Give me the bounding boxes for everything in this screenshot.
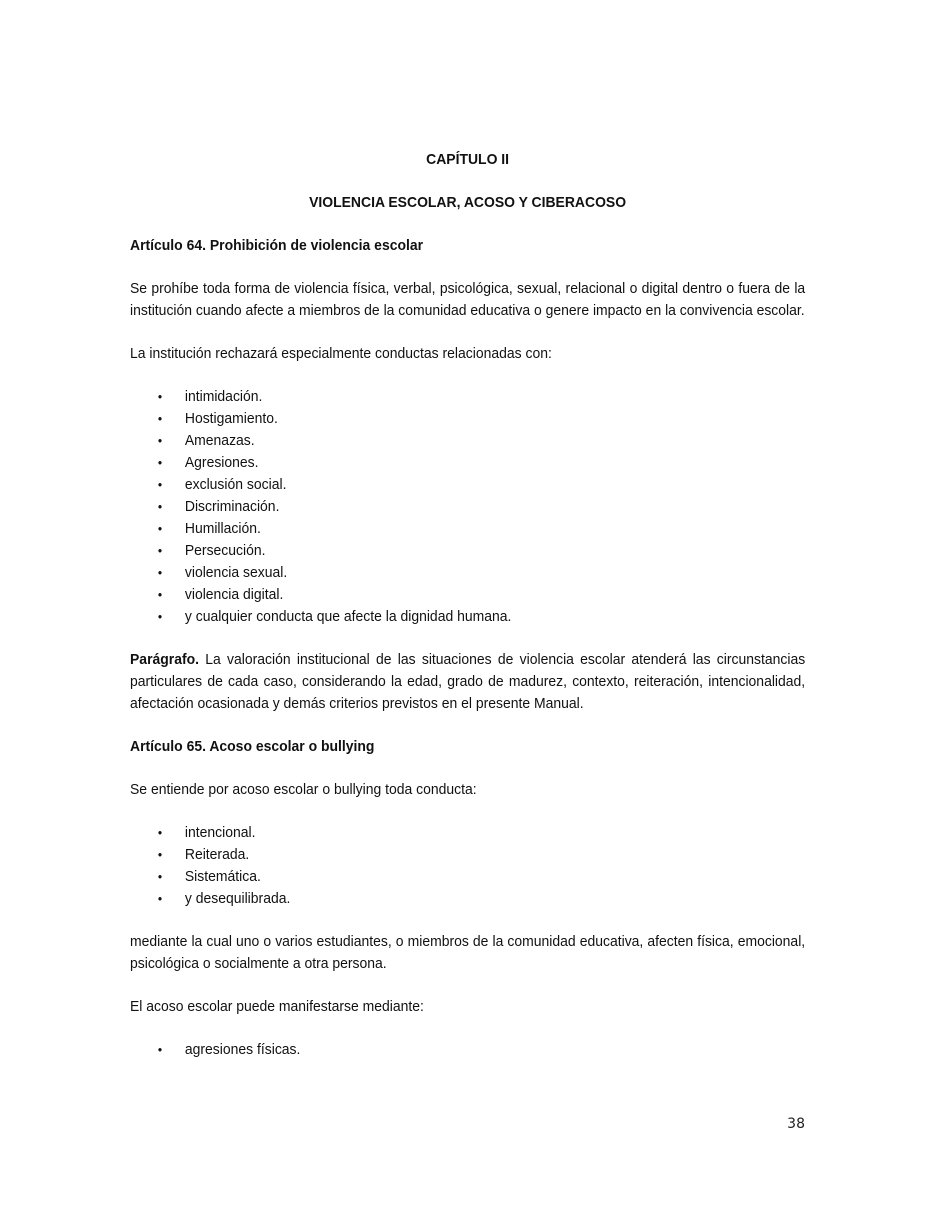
paragrafo-label: Parágrafo.	[130, 651, 200, 668]
bullet-icon: •	[157, 499, 163, 514]
list-item: • Sistemática.	[130, 866, 805, 888]
article-65-conduct-list	[130, 822, 805, 910]
article-65-paragraph-1: Se entiende por acoso escolar o bullying toda conducta:	[130, 781, 477, 798]
list-item: • violencia digital.	[130, 584, 805, 606]
list-item: • agresiones físicas.	[130, 1039, 805, 1061]
article-65-paragraph-2: mediante la cual uno o varios estudiantes, o miembros de la comunidad educativa, afecten física, emocional, psicológica o socialmente a otra persona.	[130, 933, 806, 972]
article-64-heading: Artículo 64. Prohibición de violencia escolar	[130, 237, 424, 254]
list-item: • violencia sexual.	[130, 562, 805, 584]
chapter-title: CAPÍTULO II	[426, 151, 510, 168]
bullet-icon: •	[157, 543, 163, 558]
list-item: • Discriminación.	[130, 496, 805, 518]
list-item: • y cualquier conducta que afecte la dignidad humana.	[130, 606, 805, 628]
list-item: • y desequilibrada.	[130, 888, 805, 910]
bullet-icon: •	[157, 433, 163, 448]
section-title: VIOLENCIA ESCOLAR, ACOSO Y CIBERACOSO	[309, 194, 627, 211]
page-content	[130, 149, 805, 1082]
article-65-manifestation-list	[130, 1039, 805, 1061]
list-item: • Hostigamiento.	[130, 408, 805, 430]
bullet-icon: •	[157, 587, 163, 602]
bullet-icon: •	[157, 825, 163, 840]
bullet-icon: •	[157, 411, 163, 426]
list-item: • Humillación.	[130, 518, 805, 540]
list-item: • intimidación.	[130, 386, 805, 408]
bullet-icon: •	[157, 891, 163, 906]
page-number: 38	[787, 1116, 805, 1132]
article-64-paragrafo	[130, 649, 805, 715]
article-64-paragraph-1: Se prohíbe toda forma de violencia física, verbal, psicológica, sexual, relacional o digital dentro o fuera de la institución cuando afecte a miembros de la comunidad educativa o genere impacto en la convivencia escolar.	[130, 280, 806, 319]
list-item: • Agresiones.	[130, 452, 805, 474]
list-item: • intencional.	[130, 822, 805, 844]
bullet-icon: •	[157, 477, 163, 492]
article-64-conduct-list	[130, 386, 805, 628]
article-65-heading: Artículo 65. Acoso escolar o bullying	[130, 738, 375, 755]
bullet-icon: •	[157, 609, 163, 624]
bullet-icon: •	[157, 565, 163, 580]
article-64-paragraph-2: La institución rechazará especialmente conductas relacionadas con:	[130, 345, 552, 362]
bullet-icon: •	[157, 869, 163, 884]
bullet-icon: •	[157, 389, 163, 404]
bullet-icon: •	[157, 1042, 163, 1057]
bullet-icon: •	[157, 521, 163, 536]
list-item: • Persecución.	[130, 540, 805, 562]
article-65-paragraph-3: El acoso escolar puede manifestarse mediante:	[130, 998, 424, 1015]
list-item: • Reiterada.	[130, 844, 805, 866]
paragrafo-text: La valoración institucional de las situaciones de violencia escolar atenderá las circunstancias particulares de cada caso, considerando la edad, grado de madurez, contexto, reiteración, intencionalidad, afectación ocasionada y demás criterios previstos en el presente Manual.	[130, 651, 806, 712]
bullet-icon: •	[157, 847, 163, 862]
bullet-icon: •	[157, 455, 163, 470]
list-item: • exclusión social.	[130, 474, 805, 496]
list-item: • Amenazas.	[130, 430, 805, 452]
